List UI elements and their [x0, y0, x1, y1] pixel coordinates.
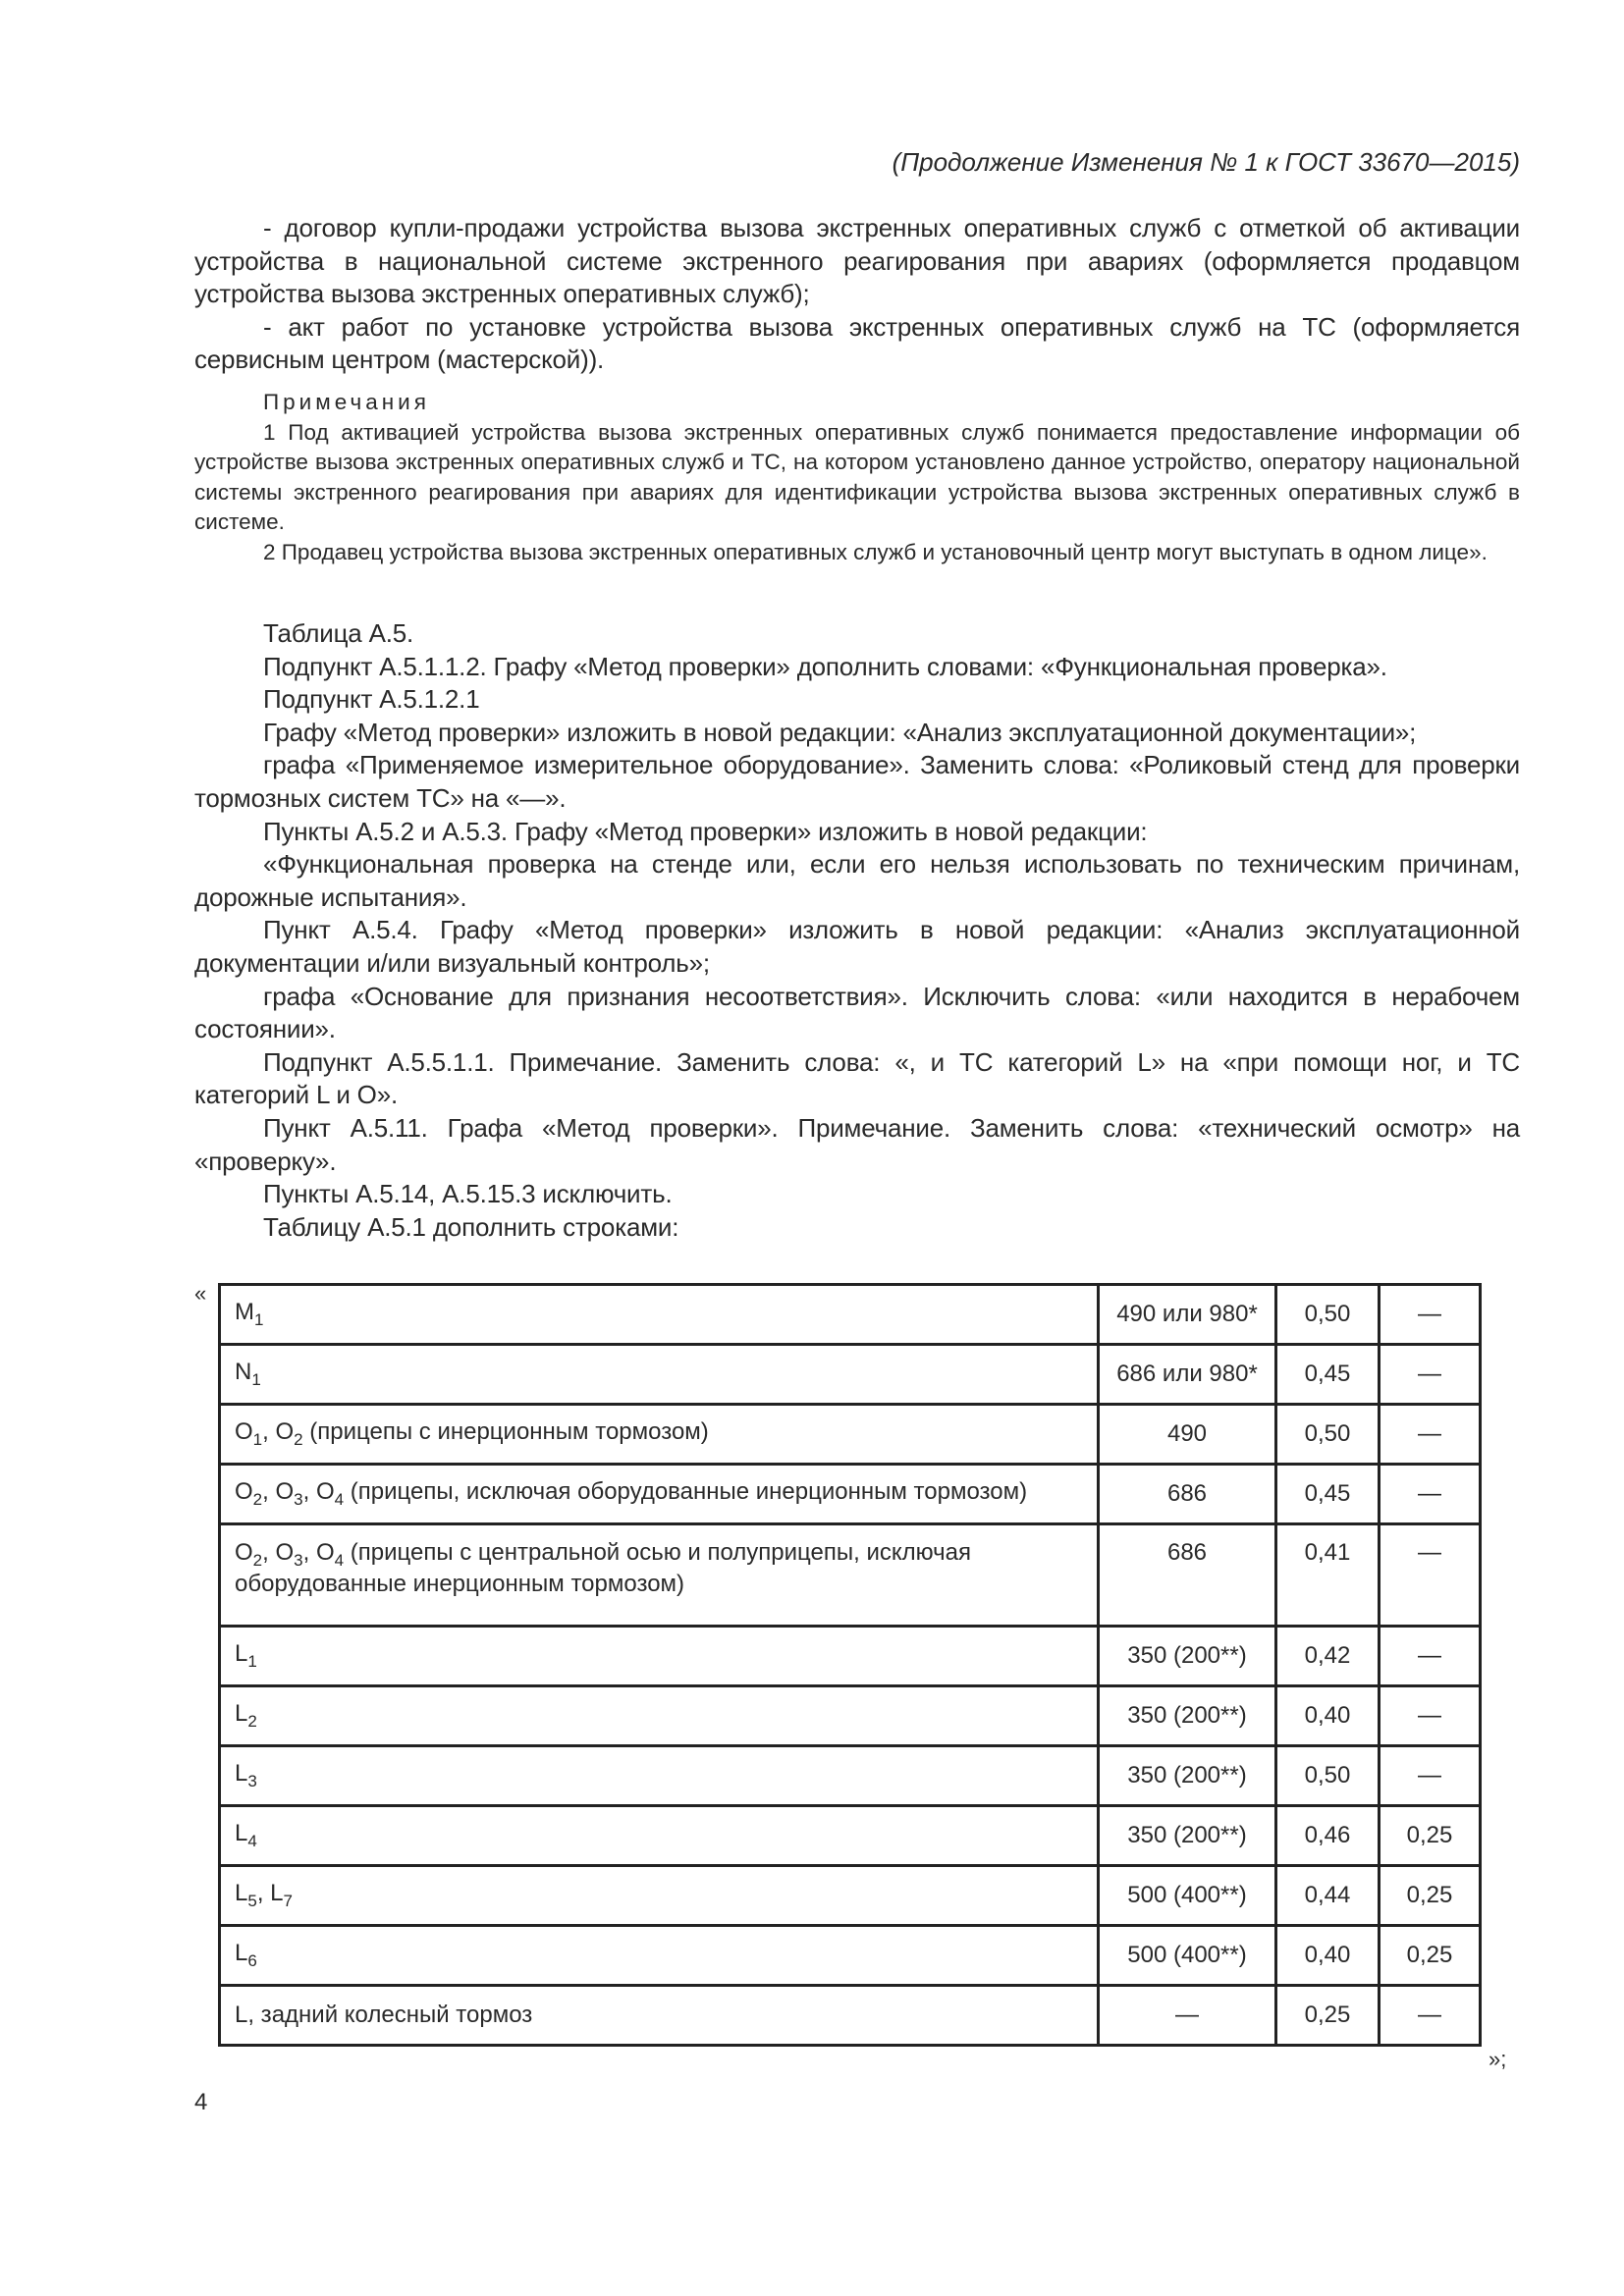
paragraph: Графу «Метод проверки» изложить в новой редакции: «Анализ эксплуатационной документации»;: [263, 717, 1417, 747]
force-cell: 350 (200**): [1099, 1686, 1276, 1746]
extra-cell: —: [1380, 1686, 1481, 1746]
category-text: L: [235, 1940, 248, 1967]
table-row: [220, 1746, 1481, 1806]
paragraph: Подпункт А.5.1.1.2. Графу «Метод проверки» дополнить словами: «Функциональная проверка».: [263, 651, 1387, 681]
category-text: O: [235, 1418, 253, 1446]
coefficient-cell: 0,50: [1276, 1746, 1380, 1806]
coefficient-cell: 0,40: [1276, 1686, 1380, 1746]
extra-cell: —: [1380, 1345, 1481, 1405]
category-text: , O: [262, 1539, 295, 1566]
category-subscript: 3: [294, 1489, 303, 1509]
category-text: , O: [262, 1418, 295, 1446]
force-cell: 686: [1099, 1524, 1276, 1627]
category-cell: [220, 1986, 1099, 2046]
category-subscript: 3: [294, 1550, 303, 1570]
force-cell: —: [1099, 1986, 1276, 2046]
category-text: , O: [302, 1478, 335, 1506]
extra-cell: 0,25: [1380, 1866, 1481, 1926]
category-subscript: 4: [334, 1550, 345, 1570]
extra-cell: 0,25: [1380, 1926, 1481, 1986]
close-quote: »;: [1489, 2047, 1507, 2071]
category-cell: [220, 1746, 1099, 1806]
force-cell: 686: [1099, 1465, 1276, 1524]
force-cell: 500 (400**): [1099, 1866, 1276, 1926]
extra-cell: 0,25: [1380, 1806, 1481, 1866]
coefficient-cell: 0,44: [1276, 1866, 1380, 1926]
note-item: 1 Под активацией устройства вызова экстренных оперативных служб понимается предоставление информации об устройстве вызова экстренных оперативных служб и ТС, на котором установлено данное устройство, оператору национальной системы экстренного реагирования при авариях для идентификации устройства вызова экстренных оперативных служб в системе.: [194, 419, 1520, 534]
category-cell: [220, 1524, 1099, 1627]
paragraph: Подпункт А.5.5.1.1. Примечание. Заменить слова: «, и ТС категорий L» на «при помощи ног, и ТС категорий L и О».: [194, 1046, 1520, 1110]
category-cell: [220, 1465, 1099, 1524]
paragraph: Таблицу А.5.1 дополнить строками:: [263, 1211, 679, 1242]
extra-cell: —: [1380, 1465, 1481, 1524]
category-cell: [220, 1405, 1099, 1465]
category-text: L: [235, 1880, 248, 1907]
category-cell: [220, 1806, 1099, 1866]
coefficient-cell: 0,40: [1276, 1926, 1380, 1986]
category-text: L, задний колесный тормоз: [235, 2002, 533, 2028]
table-row: [220, 1465, 1481, 1524]
force-cell: 490: [1099, 1405, 1276, 1465]
category-cell: [220, 1345, 1099, 1405]
page-number: 4: [194, 2089, 208, 2115]
category-text: (прицепы, исключая оборудованные инерционным тормозом): [344, 1478, 1028, 1506]
category-subscript: 2: [252, 1550, 263, 1570]
paragraph: «Функциональная проверка на стенде или, если его нельзя использовать по техническим причинам, дорожные испытания».: [194, 849, 1520, 912]
force-cell: 490 или 980*: [1099, 1285, 1276, 1345]
category-subscript: 4: [334, 1489, 345, 1509]
paragraph: Пункт А.5.11. Графа «Метод проверки». Примечание. Заменить слова: «технический осмотр» на «проверку».: [194, 1112, 1520, 1176]
category-text: L: [235, 1760, 248, 1788]
category-text: L: [235, 1820, 248, 1847]
force-cell: 350 (200**): [1099, 1746, 1276, 1806]
category-text: L: [235, 1700, 248, 1728]
extra-cell: —: [1380, 1285, 1481, 1345]
force-cell: 350 (200**): [1099, 1806, 1276, 1866]
category-subscript: 2: [294, 1429, 303, 1449]
paragraph: Пункты А.5.2 и А.5.3. Графу «Метод проверки» изложить в новой редакции:: [263, 816, 1148, 846]
category-cell: [220, 1285, 1099, 1345]
category-subscript: 3: [247, 1771, 257, 1790]
coefficient-cell: 0,25: [1276, 1986, 1380, 2046]
table-row: [220, 1405, 1481, 1465]
paragraph: Пункты А.5.14, А.5.15.3 исключить.: [263, 1179, 673, 1209]
intro-paragraphs: [194, 212, 1520, 377]
category-text: (прицепы с центральной осью и полуприцепы, исключая оборудованные инерционным тормозом): [235, 1539, 971, 1597]
table-row: [220, 1686, 1481, 1746]
category-subscript: 1: [251, 1369, 261, 1389]
paragraph: Подпункт А.5.1.2.1: [263, 684, 480, 715]
table-row: [220, 1345, 1481, 1405]
coefficient-cell: 0,50: [1276, 1405, 1380, 1465]
paragraph: графа «Основание для признания несоответствия». Исключить слова: «или находится в нерабочем состоянии».: [194, 981, 1520, 1044]
category-subscript: 5: [247, 1891, 257, 1910]
category-cell: [220, 1866, 1099, 1926]
category-subscript: 1: [247, 1651, 257, 1671]
force-cell: 686 или 980*: [1099, 1345, 1276, 1405]
coefficient-cell: 0,41: [1276, 1524, 1380, 1627]
coefficient-cell: 0,50: [1276, 1285, 1380, 1345]
category-subscript: 1: [254, 1309, 264, 1329]
note-item: 2 Продавец устройства вызова экстренных оперативных служб и установочный центр могут выступать в одном лице».: [263, 539, 1488, 564]
amendment-paragraphs: [194, 617, 1520, 1244]
paragraph: - акт работ по установке устройства вызова экстренных оперативных служб на ТС (оформляется сервисным центром (мастерской)).: [194, 311, 1520, 375]
category-text: M: [235, 1299, 254, 1326]
category-text: N: [235, 1359, 252, 1386]
coefficient-cell: 0,45: [1276, 1345, 1380, 1405]
brake-table: [218, 1283, 1482, 2047]
notes-heading: Примечания: [263, 390, 430, 414]
category-cell: [220, 1686, 1099, 1746]
category-text: L: [235, 1640, 248, 1668]
extra-cell: —: [1380, 1746, 1481, 1806]
extra-cell: —: [1380, 1986, 1481, 2046]
extra-cell: —: [1380, 1627, 1481, 1686]
extra-cell: —: [1380, 1524, 1481, 1627]
category-text: , O: [302, 1539, 335, 1566]
table-row: [220, 1806, 1481, 1866]
table-row: [220, 1986, 1481, 2046]
category-text: O: [235, 1539, 253, 1566]
category-subscript: 6: [247, 1950, 257, 1970]
open-quote: «: [194, 1281, 207, 1306]
force-cell: 500 (400**): [1099, 1926, 1276, 1986]
table-row: [220, 1866, 1481, 1926]
coefficient-cell: 0,46: [1276, 1806, 1380, 1866]
paragraph: Таблица А.5.: [263, 618, 414, 648]
category-cell: [220, 1627, 1099, 1686]
force-cell: 350 (200**): [1099, 1627, 1276, 1686]
category-subscript: 2: [247, 1711, 257, 1731]
category-subscript: 2: [252, 1489, 263, 1509]
notes-section: [194, 388, 1520, 567]
category-subscript: 4: [247, 1831, 257, 1850]
paragraph: - договор купли-продажи устройства вызова экстренных оперативных служб с отметкой об активации устройства в национальной системе экстренного реагирования при авариях (оформляется продавцом устройства вызова экстренных оперативных служб);: [194, 213, 1520, 309]
table-row: [220, 1285, 1481, 1345]
category-subscript: 1: [252, 1429, 263, 1449]
category-text: O: [235, 1478, 253, 1506]
table-row: [220, 1926, 1481, 1986]
table-row: [220, 1524, 1481, 1627]
category-text: , O: [262, 1478, 295, 1506]
category-cell: [220, 1926, 1099, 1986]
extra-cell: —: [1380, 1405, 1481, 1465]
coefficient-cell: 0,42: [1276, 1627, 1380, 1686]
category-subscript: 7: [283, 1891, 293, 1910]
category-text: (прицепы с инерционным тормозом): [302, 1418, 709, 1446]
paragraph: графа «Применяемое измерительное оборудование». Заменить слова: «Роликовый стенд для проверки тормозных систем ТС» на «—».: [194, 750, 1520, 813]
category-text: , L: [256, 1880, 284, 1907]
table-row: [220, 1627, 1481, 1686]
running-header: (Продолжение Изменения № 1 к ГОСТ 33670—2015): [892, 147, 1520, 177]
coefficient-cell: 0,45: [1276, 1465, 1380, 1524]
paragraph: Пункт А.5.4. Графу «Метод проверки» изложить в новой редакции: «Анализ эксплуатационной документации и/или визуальный контроль»;: [194, 915, 1520, 978]
